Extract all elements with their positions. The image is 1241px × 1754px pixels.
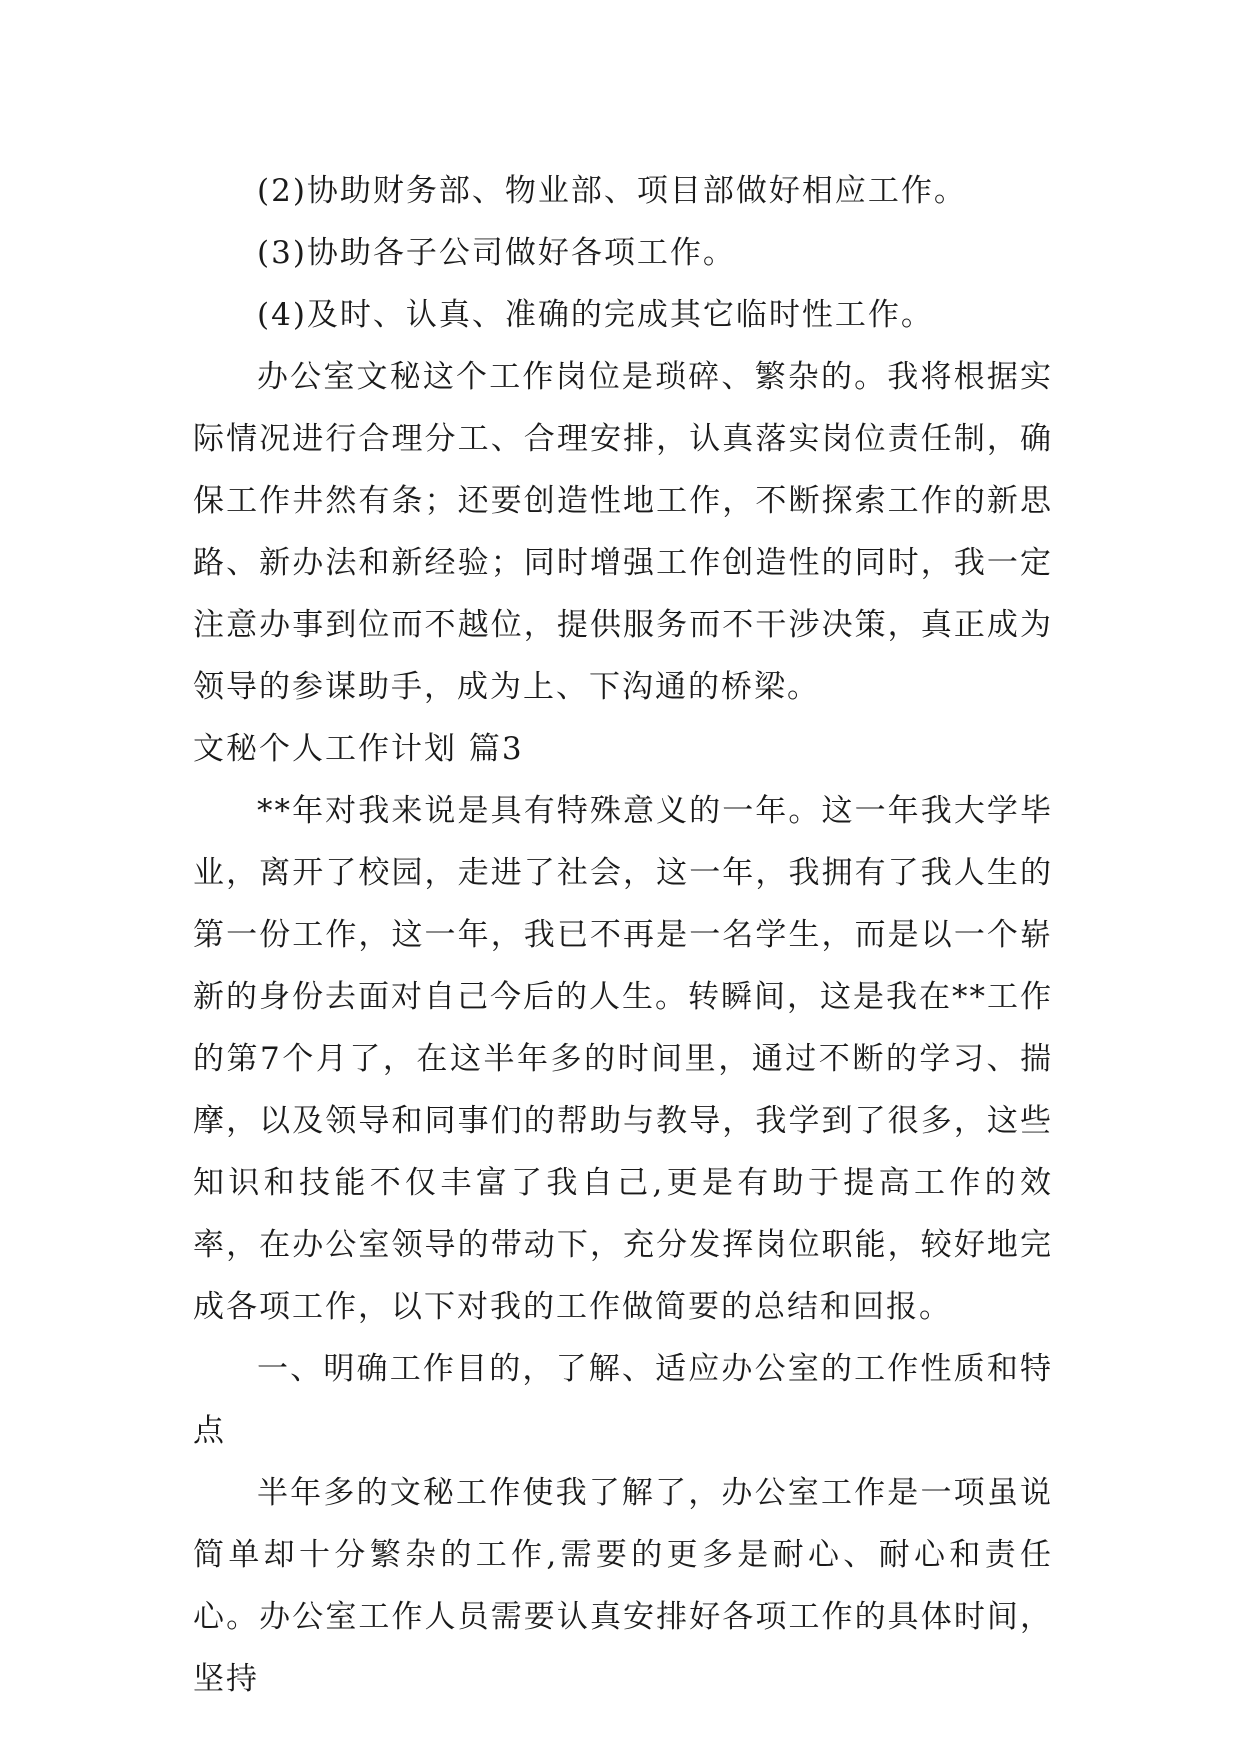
paragraph-item-2: (2)协助财务部、物业部、项目部做好相应工作。: [257, 173, 967, 209]
paragraph-half-year: 半年多的文秘工作使我了解了，办公室工作是一项虽说简单却十分繁杂的工作,需要的更多是耐心、耐心和责任心。办公室工作人员需要认真安排好各项工作的具体时间，坚持: [193, 1475, 1053, 1697]
paragraph-item-3: (3)协助各子公司做好各项工作。: [257, 235, 736, 271]
subheading-work-goal: 一、明确工作目的，了解、适应办公室的工作性质和特点: [193, 1351, 1053, 1449]
paragraph-year-summary: **年对我来说是具有特殊意义的一年。这一年我大学毕业，离开了校园，走进了社会，这一年，我拥有了我人生的第一份工作，这一年，我已不再是一名学生，而是以一个崭新的身份去面对自己今后的人生。转瞬间，这是我在**工作的第7个月了，在这半年多的时间里，通过不断的学习、揣摩，以及领导和同事们的帮助与教导，我学到了很多，这些知识和技能不仅丰富了我自己,更是有助于提高工作的效率，在办公室领导的带动下，充分发挥岗位职能，较好地完成各项工作，以下对我的工作做简要的总结和回报。: [193, 793, 1053, 1325]
document-body: [193, 160, 1053, 1710]
paragraph-office-duties: 办公室文秘这个工作岗位是琐碎、繁杂的。我将根据实际情况进行合理分工、合理安排，认真落实岗位责任制，确保工作井然有条；还要创造性地工作，不断探索工作的新思路、新办法和新经验；同时增强工作创造性的同时，我一定注意办事到位而不越位，提供服务而不干涉决策，真正成为领导的参谋助手，成为上、下沟通的桥梁。: [193, 359, 1053, 705]
section-heading: 文秘个人工作计划 篇3: [193, 731, 524, 767]
paragraph-item-4: (4)及时、认真、准确的完成其它临时性工作。: [257, 297, 934, 333]
